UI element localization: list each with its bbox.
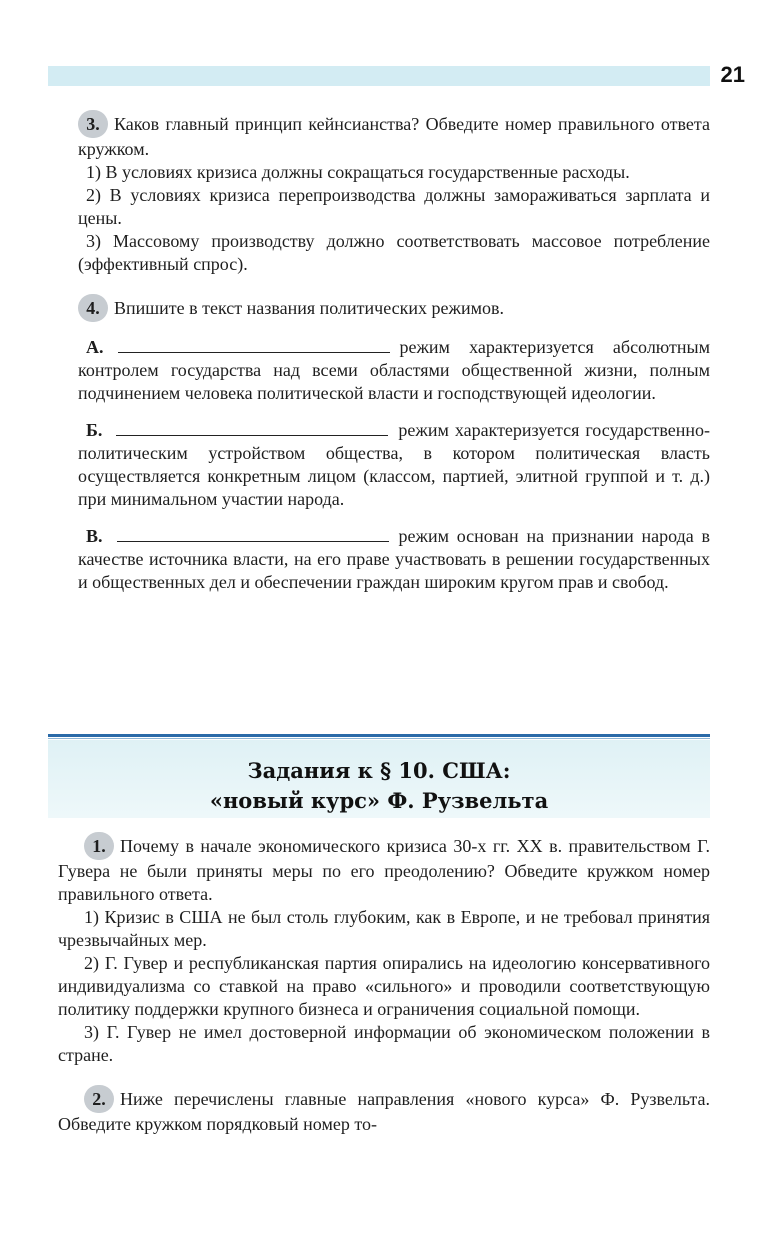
fill-item-b (78, 419, 710, 511)
task-1 (58, 832, 710, 1067)
item-letter: В. (86, 526, 103, 546)
item-text: режим основан на признании народа в качестве источника власти, на его праве участвовать в решении государственных и общественных дел и обеспечении граждан широким кругом прав и свобод. (78, 526, 710, 592)
task-4 (78, 294, 710, 594)
item-letter: Б. (86, 420, 103, 440)
task-number-badge: 2. (84, 1085, 114, 1113)
answer-blank[interactable] (117, 525, 389, 542)
item-letter: А. (86, 337, 104, 357)
answer-blank[interactable] (116, 419, 388, 436)
answer-option: 2) Г. Гувер и республиканская партия опирались на идеологию консервативного индивидуализма со ставкой на право «сильного» и проводили соответствующую политику поддержки крупного бизнеса и ограничения социальной помощи. (58, 953, 710, 1019)
section-divider (48, 734, 710, 737)
header-band-top (48, 66, 710, 86)
answer-option: 1) Кризис в США не был столь глубоким, как в Европе, и не требовал принятия чрезвычайных мер. (58, 907, 710, 950)
task-3 (78, 110, 710, 276)
upper-tasks (78, 110, 710, 594)
fill-item-c (78, 525, 710, 594)
answer-blank[interactable] (118, 336, 390, 353)
section-title (48, 756, 710, 816)
item-text: режим характеризуется абсолютным контролем государства над всеми областями общественной жизни, полным подчинением человека политической власти и господствующей идеологии. (78, 337, 710, 403)
answer-option: 1) В условиях кризиса должны сокращаться государственные расходы. (86, 162, 630, 182)
page-number: 21 (720, 62, 745, 87)
section-title-line-2: «новый курс» Ф. Рузвельта (209, 788, 549, 813)
task-question: Впишите в текст названия политических режимов. (114, 298, 504, 318)
task-question: Ниже перечислены главные направления «нового курса» Ф. Рузвельта. Обведите кружком порядковый номер то- (58, 1089, 710, 1134)
task-number-badge: 3. (78, 110, 108, 138)
task-question: Почему в начале экономического кризиса 30-х гг. XX в. правительством Г. Гувера не были приняты меры по его преодолению? Обведите кружком номер правильного ответа. (58, 836, 710, 904)
task-question: Каков главный принцип кейнсианства? Обведите номер правильного ответа кружком. (78, 114, 710, 159)
lower-tasks (58, 832, 710, 1136)
task-2 (58, 1085, 710, 1136)
answer-option: 2) В условиях кризиса перепроизводства должны замораживаться зарплата и цены. (78, 185, 710, 228)
answer-option: 3) Массовому производству должно соответствовать массовое потребление (эффективный спрос). (78, 231, 710, 274)
answer-option: 3) Г. Гувер не имел достоверной информации об экономическом положении в стране. (58, 1022, 710, 1065)
task-number-badge: 4. (78, 294, 108, 322)
task-number-badge: 1. (84, 832, 114, 860)
fill-item-a (78, 336, 710, 405)
section-title-line-1: Задания к § 10. США: (247, 758, 511, 783)
item-text: режим характеризуется государственно-политическим устройством общества, в котором политическая власть осуществляется конкретным лицом (классом, партией, элитной группой и т. д.) при минимальном участии народа. (78, 420, 710, 509)
section-divider-thin (48, 738, 710, 739)
